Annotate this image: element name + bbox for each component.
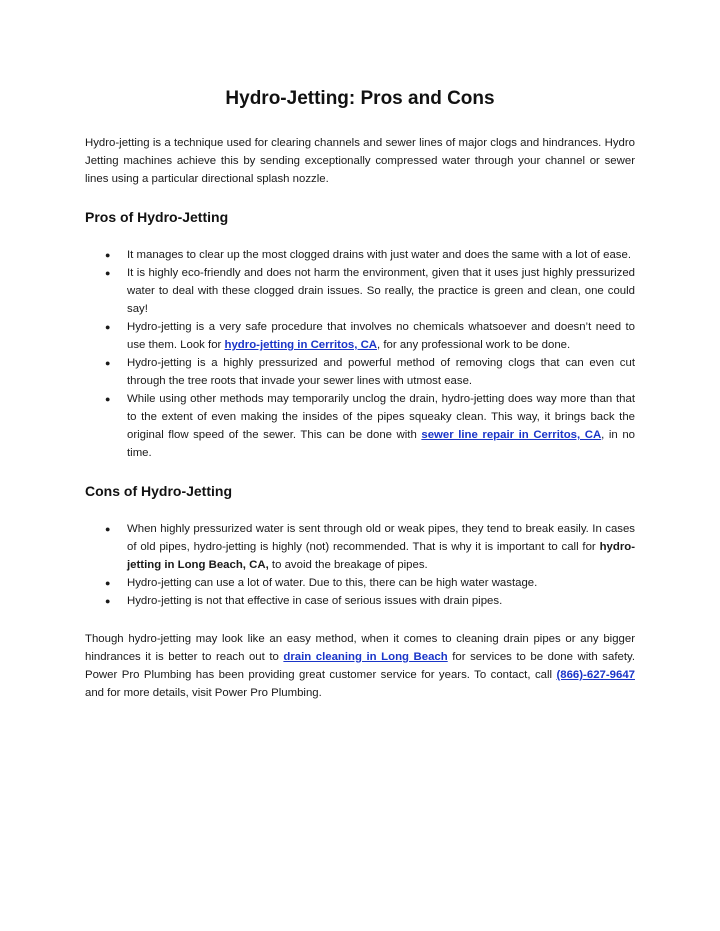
bullet-icon: ● — [105, 358, 111, 368]
hydro-jetting-cerritos-link[interactable]: hydro-jetting in Cerritos, CA — [224, 339, 378, 351]
bullet-icon: ● — [105, 596, 111, 606]
list-item-text: , in no time. — [127, 429, 635, 459]
drain-cleaning-link[interactable]: drain cleaning in Long Beach — [283, 651, 448, 663]
bullet-icon: ● — [105, 394, 111, 404]
list-item-text: When highly pressurized water is sent through old or weak pipes, they tend to break easily. In cases of old pipes, hydro-jetting is highly (not) recommended. That is why it is important to call for — [127, 523, 635, 553]
list-item-text: to avoid the breakage of pipes. — [268, 559, 428, 571]
list-item-text: Hydro-jetting is a very safe procedure that involves no chemicals whatsoever and doesn’t need to use them. Look for — [127, 321, 635, 351]
pros-heading: Pros of Hydro-Jetting — [85, 209, 229, 225]
phone-link[interactable]: (866)-627-9647 — [556, 669, 635, 681]
list-item-text: Hydro-jetting can use a lot of water. Due to this, there can be high water wastage. — [127, 577, 538, 589]
bullet-icon: ● — [105, 250, 111, 260]
list-item — [85, 354, 635, 390]
closing-text: for services to be done with safety. Power Pro Plumbing has been providing great customer service for years. To contact, call — [85, 651, 635, 681]
list-item — [85, 246, 635, 264]
list-item — [85, 592, 635, 610]
pros-list — [85, 246, 635, 462]
list-item-text: It manages to clear up the most clogged drains with just water and does the same with a lot of ease. — [127, 249, 631, 261]
intro-paragraph: Hydro-jetting is a technique used for clearing channels and sewer lines of major clogs and hindrances. Hydro Jetting machines achieve this by sending exceptionally compressed water through your channel or sewer lines using a particular directional splash nozzle. — [85, 137, 635, 185]
list-item-text: While using other methods may temporarily unclog the drain, hydro-jetting does way more than that to the extent of even making the insides of the pipes squeaky clean. This way, it brings back the original flow speed of the sewer. This can be done with — [127, 393, 635, 441]
bullet-icon: ● — [105, 578, 111, 588]
closing-text: Though hydro-jetting may look like an easy method, when it comes to cleaning drain pipes or any bigger hindrances it is better to reach out to — [85, 633, 635, 663]
sewer-line-repair-link[interactable]: sewer line repair in Cerritos, CA — [421, 429, 602, 441]
list-item — [85, 390, 635, 462]
list-item — [85, 264, 635, 318]
list-item-text: Hydro-jetting is not that effective in case of serious issues with drain pipes. — [127, 595, 503, 607]
bullet-icon: ● — [105, 322, 111, 332]
cons-list — [85, 520, 635, 610]
closing-text: and for more details, visit Power Pro Plumbing. — [85, 687, 322, 699]
list-item — [85, 318, 635, 354]
bullet-icon: ● — [105, 268, 111, 278]
document-title: Hydro-Jetting: Pros and Cons — [225, 88, 495, 109]
closing-paragraph — [85, 630, 635, 702]
list-item-text: Hydro-jetting is a highly pressurized and powerful method of removing clogs that can even cut through the tree roots that invade your sewer lines with utmost ease. — [127, 357, 635, 387]
bold-phrase: hydro-jetting in Long Beach, CA, — [127, 541, 635, 571]
list-item — [85, 574, 635, 592]
list-item — [85, 520, 635, 574]
list-item-text: , for any professional work to be done. — [377, 339, 571, 351]
cons-heading: Cons of Hydro-Jetting — [85, 483, 232, 499]
bullet-icon: ● — [105, 524, 111, 534]
list-item-text: It is highly eco-friendly and does not harm the environment, given that it uses just highly pressurized water to deal with these clogged drain issues. So really, the practice is green and clean, one could say! — [127, 267, 635, 315]
